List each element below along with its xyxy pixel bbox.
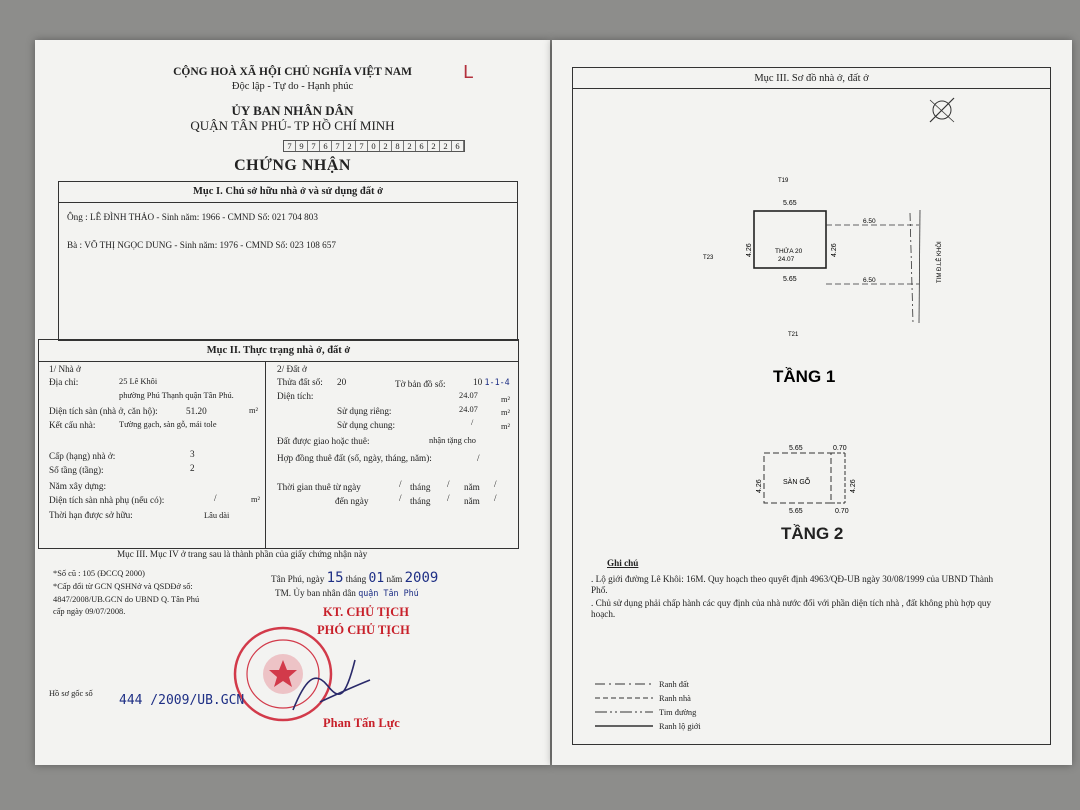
- parcel-area: 24.07: [778, 256, 795, 263]
- issue-day: 15: [326, 570, 344, 586]
- certificate-left-page: [35, 40, 550, 765]
- house-heading: 1/ Nhà ở: [49, 364, 81, 374]
- reissue-note: *Cấp đổi từ GCN QSHNở và QSDĐở số:: [53, 582, 193, 591]
- lease-to-month-word: tháng: [410, 496, 431, 506]
- private-use-value: 24.07: [459, 405, 478, 414]
- national-motto: Độc lập - Tự do - Hạnh phúc: [231, 81, 354, 92]
- tm-line: TM. Ủy ban nhân dân: [275, 588, 356, 598]
- lease-from-month-word: tháng: [410, 482, 431, 492]
- lease-to-year-word: năm: [464, 496, 480, 506]
- note-road: . Lộ giới đường Lê Khôi: 16M. Quy hoạch theo quyết định 4963/QĐ-UB ngày 30/08/1999 của UBND Thành Phố.: [591, 574, 994, 595]
- year-word: năm: [386, 574, 403, 584]
- serial-digit: 2: [344, 141, 356, 151]
- day-word: , ngày: [301, 574, 325, 584]
- f2-top-width: 5.65: [789, 445, 803, 452]
- serial-digit: 9: [296, 141, 308, 151]
- serial-digit: 0: [368, 141, 380, 151]
- owner1-prefix: Ông :: [67, 212, 88, 222]
- kt-chairman-line: KT. CHỦ TỊCH: [323, 605, 410, 619]
- serial-digit: 6: [320, 141, 332, 151]
- section-diagram-title: Mục III. Sơ đồ nhà ở, đất ở: [754, 73, 869, 84]
- serial-digit: 7: [332, 141, 344, 151]
- serial-digit: 7: [284, 141, 296, 151]
- site-plan: [573, 88, 1050, 548]
- grade-value: 3: [190, 449, 195, 459]
- setback-bottom: 6.50: [863, 277, 876, 284]
- floor1-label: TẦNG 1: [773, 367, 836, 386]
- section-owner-title: Mục I. Chủ sở hữu nhà ở và sử dụng đất ở: [193, 186, 383, 197]
- issue-date-line: [271, 570, 438, 586]
- serial-digit: 6: [416, 141, 428, 151]
- serial-digit: 7: [356, 141, 368, 151]
- aux-area-label: Diện tích sàn nhà phụ (nếu có):: [49, 495, 165, 505]
- floor-area-unit: m²: [249, 406, 259, 415]
- shared-use-value: /: [471, 418, 474, 427]
- notes-title: Ghi chú: [607, 558, 639, 568]
- structure-label: Kết cấu nhà:: [49, 420, 96, 430]
- serial-digit: 2: [440, 141, 452, 151]
- f1-right-depth: 4.26: [831, 243, 838, 257]
- issue-year: 2009: [404, 570, 439, 586]
- f2-right-depth: 4.26: [850, 479, 857, 493]
- reissue-note-2: 4847/2008/UB.GCN do UBND Q. Tân Phú: [53, 595, 200, 604]
- serial-digit: 2: [404, 141, 416, 151]
- land-heading: 2/ Đất ở: [277, 364, 307, 374]
- legend-house-boundary: Ranh nhà: [659, 694, 691, 703]
- ownership-term-value: Lâu dài: [204, 511, 230, 520]
- map-sheet-suffix: 1-1-4: [484, 377, 510, 387]
- floor2-label: TẦNG 2: [781, 524, 844, 543]
- ownership-term-label: Thời hạn được sở hữu:: [49, 510, 133, 520]
- structure-value: Tường gạch, sàn gỗ, mái tole: [119, 420, 217, 429]
- f2-bottom-ext: 0.70: [835, 508, 849, 515]
- serial-digit: 6: [452, 141, 464, 151]
- f1-left-depth: 4.26: [746, 243, 753, 257]
- certificate-serial-number: [283, 140, 465, 152]
- record-number-label: Hồ sơ gốc số: [49, 689, 93, 698]
- certificate-right-page: [552, 40, 1072, 765]
- serial-digit: 2: [428, 141, 440, 151]
- shared-use-unit: m²: [501, 422, 511, 431]
- parcel-label: Thửa đất số:: [277, 377, 323, 387]
- lease-contract-value: /: [477, 453, 480, 463]
- serial-digit: 8: [392, 141, 404, 151]
- republic-title: CỘNG HOÀ XÃ HỘI CHỦ NGHĨA VIỆT NAM: [173, 66, 412, 78]
- district-name: QUẬN TÂN PHÚ- TP HỒ CHÍ MINH: [190, 118, 395, 133]
- private-use-unit: m²: [501, 408, 511, 417]
- land-area-unit: m²: [501, 395, 511, 404]
- f1-top-width: 5.65: [783, 200, 797, 207]
- neighbor-left: T23: [703, 255, 714, 261]
- f2-left-depth: 4.26: [756, 479, 763, 493]
- floors-value: 2: [190, 463, 195, 473]
- private-use-label: Sử dụng riêng:: [337, 406, 392, 416]
- legend-road-boundary: Ranh lộ giới: [659, 722, 701, 731]
- aux-area-value: /: [214, 493, 217, 503]
- legend-land-boundary: Ranh đất: [659, 680, 690, 689]
- floor-area-label: Diện tích sàn (nhà ở, căn hộ):: [49, 406, 158, 416]
- section-diagram: [572, 67, 1051, 745]
- owner1-info: LÊ ĐÌNH THẢO - Sinh năm: 1966 - CMND Số: 021 704 803: [89, 212, 318, 222]
- committee-name: ỦY BAN NHÂN DÂN: [231, 103, 354, 118]
- grade-label: Cấp (hạng) nhà ở:: [49, 451, 116, 461]
- lease-to-year: /: [494, 493, 497, 503]
- lease-from-day: /: [399, 479, 402, 489]
- neighbor-bottom: T21: [788, 332, 799, 338]
- lease-from-label: Thời gian thuê từ ngày: [277, 482, 361, 492]
- section-property-title: Mục II. Thực trạng nhà ở, đất ở: [206, 345, 351, 356]
- lease-from-year: /: [494, 479, 497, 489]
- owner2-prefix: Bà :: [67, 240, 83, 250]
- aux-area-unit: m²: [251, 495, 261, 504]
- address-label: Địa chỉ:: [49, 377, 79, 387]
- lease-to-day: /: [399, 493, 402, 503]
- issue-place: Tân Phú: [271, 574, 302, 584]
- record-number: 444 /2009/UB.GCN: [119, 693, 245, 708]
- floor2-outline: [764, 453, 831, 503]
- issue-month: 01: [368, 571, 385, 586]
- red-handwritten-mark: ᒪ: [463, 62, 474, 83]
- address-line1: 25 Lê Khôi: [119, 377, 158, 386]
- sections-note: Mục III. Mục IV ở trang sau là thành phần của giấy chứng nhận này: [117, 549, 368, 559]
- f2-top-ext: 0.70: [833, 445, 847, 452]
- lease-from-month: /: [447, 479, 450, 489]
- shared-use-label: Sử dụng chung:: [337, 420, 396, 430]
- land-area-label: Diện tích:: [277, 391, 314, 401]
- reissue-date-note: cấp ngày 09/07/2008.: [53, 607, 126, 616]
- north-arrow-icon: [930, 98, 954, 122]
- signer-name: Phan Tấn Lực: [323, 716, 400, 730]
- floors-label: Số tầng (tầng):: [49, 465, 104, 475]
- address-line2: phường Phú Thạnh quận Tân Phú.: [119, 391, 234, 400]
- owner2-info: VÕ THỊ NGỌC DUNG - Sinh năm: 1976 - CMND Số: 023 108 657: [84, 240, 336, 250]
- old-number-note: *Số cũ : 105 (ĐCCQ 2000): [53, 569, 145, 578]
- serial-digit: 2: [380, 141, 392, 151]
- allocation-value: nhận tặng cho: [429, 436, 476, 445]
- street-centerline-label: TIM Đ.LÊ KHÔI: [937, 241, 943, 283]
- lease-contract-label: Hợp đồng thuê đất (số, ngày, tháng, năm):: [277, 453, 432, 463]
- lease-to-label: đến ngày: [335, 496, 369, 506]
- signature: [285, 640, 375, 720]
- map-sheet-label: Tờ bản đồ số:: [395, 379, 446, 389]
- legend-road-centerline: Tim đường: [659, 708, 697, 717]
- note-compliance: . Chủ sử dụng phải chấp hành các quy định của nhà nước đối với phần diện tích nhà , đất không phù hợp quy hoạch.: [591, 598, 992, 619]
- lease-to-month: /: [447, 493, 450, 503]
- land-area-value: 24.07: [459, 391, 478, 400]
- f2-bottom-width: 5.65: [789, 508, 803, 515]
- parcel-number: THỬA 20: [775, 248, 803, 255]
- section-property: [38, 339, 519, 549]
- build-year-label: Năm xây dựng:: [49, 481, 107, 491]
- serial-digit: 7: [308, 141, 320, 151]
- vice-chairman-line: PHÓ CHỦ TỊCH: [317, 623, 410, 637]
- setback-top: 6.50: [863, 218, 876, 225]
- floor-area-value: 51.20: [186, 406, 207, 416]
- allocation-label: Đất được giao hoặc thuê:: [277, 436, 370, 446]
- lease-from-year-word: năm: [464, 482, 480, 492]
- certificate-title: CHỨNG NHẬN: [234, 157, 351, 174]
- legend-symbols: [593, 678, 663, 738]
- floor2-room-label: SÀN GỖ: [783, 479, 811, 486]
- neighbor-top: T19: [778, 178, 789, 184]
- f1-bottom-width: 5.65: [783, 276, 797, 283]
- parcel-value: 20: [337, 377, 347, 387]
- map-sheet-value: 10: [473, 377, 483, 387]
- tm-handwritten: quận Tân Phú: [358, 588, 419, 598]
- month-word: tháng: [345, 574, 367, 584]
- section-owner: [58, 181, 518, 341]
